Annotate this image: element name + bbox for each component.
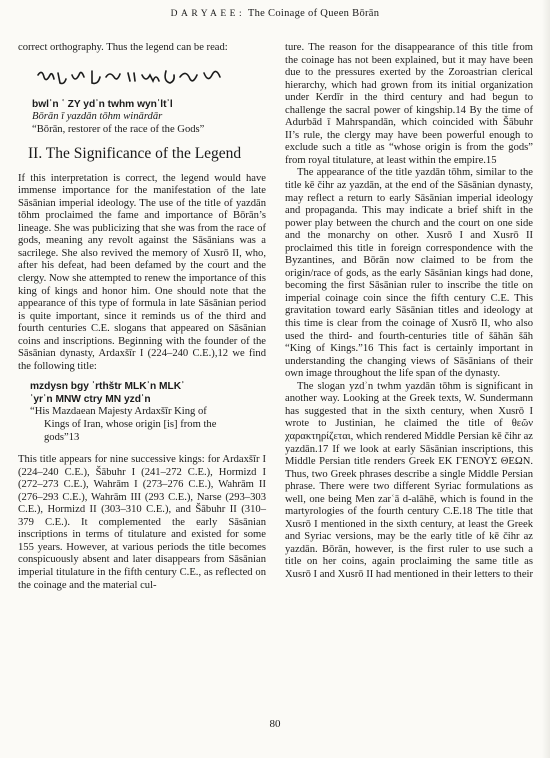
page-edge-shadow	[542, 0, 550, 758]
left-paragraph-1: If this interpretation is correct, the legend would have immense importance for the manifestation of the late Sāsānian imperial ideology. The use of the title of yazdān tōhm proclaimed the fame and importance of Bōrān’s lineage. She was publicizing that she was from the race of gods, meaning any revolt against the Sāsānians was a sacrilege. She also revived the memory of Xusrō II, who, after his defeat, had been defamed by the court and the clergy. Now she attempted to renew the importance of this king of kings and honor him. One should note that the appearance of this type of formula in late Sāsānian period is quite important, since it reminds us of the third and fourth centuries C.E. slogans that appeared on Sāsānian coins and inscriptions. Beginning with the founder of the Sāsānian dynasty, Ardaxšīr I (224–240 C.E.),12 we find the following title:	[18, 172, 266, 372]
title-transliteration-line-2: ʾyrʾn MNW ctry MN yzdʾn	[30, 393, 151, 405]
legend-transcription: Bōrān ī yazdān tōhm winārdār	[32, 111, 163, 123]
page-number: 80	[269, 718, 281, 730]
running-header-author: DARYAEE:	[170, 9, 246, 19]
right-column	[285, 42, 533, 582]
running-header-title: The Coinage of Queen Bōrān	[247, 8, 380, 19]
legend-transliteration-block	[32, 99, 266, 137]
title-transliteration-line-1: mzdysn bgy ʾrthštr MLKʾn MLKʾ	[30, 381, 185, 393]
left-paragraph-2: This title appears for nine successive kings: for Ardaxšīr I (224–240 C.E.), Šābuhr I (241–272 C.E.), Hormizd I (272–273 C.E.), Wahrām I (273–276 C.E.), Wahrām II (276–293 C.E.), Wahrām III (293 C.E.), Narse (293–303 C.E.), Hormizd II (303–310 C.E.), and Šābuhr II (310–379 C.E.). It complemented the early Sāsānian inscriptions in terms of titulature and existed for some 155 years. However, at various periods the title becomes conspicuously absent and later disappears from Sāsānian imperial titulature in the fifth century C.E., as reflected on the coinage and the material cul-	[18, 454, 266, 591]
title-translation-line-1: “His Mazdaean Majesty Ardaxšīr King of	[30, 406, 207, 418]
right-paragraph-2: The appearance of the title yazdān tōhm, similar to the title kē čihr az yazdān, at the end of the Sāsānian dynasty, may reflect a return to early Sāsānian imperial ideology and propaganda. This may indicate a brief shift in the power play between the church and the court on one side and the monarchy on other. Xusrō I and Xusrō II proclaimed this title in foreign correspondence with the Byzantines, and Bōrān now claimed to be from the origin/race of gods, as the early Sāsānian kings had done, becoming the first Sāsānian ruler to inscribe the title on imperial coinage coin since the fifth century C.E. This gravitation toward early Sāsānian titles and ideology at this time is clear from the coinage of Xusrō II, who also used the third- and fourth-centuries title of šāhān šāh “King of Kings.”16 This fact is certainly important in understanding the changing views of Sāsānians of their own image throughout the life span of the dynasty.	[285, 167, 533, 380]
title-quotation-block	[30, 381, 266, 444]
running-header	[0, 8, 550, 19]
right-paragraph-1: ture. The reason for the disappearance of this title from the coinage has not been explained, but it may have been due to the pressures exerted by the Zoroastrian clerical hierarchy, which had grown from its initial organization under Kerdīr in the third century and had begun to challenge the sacral power of kingship.14 By the time of Adurbād ī Mahrspandān, which coincided with Šābuhr II’s rule, the clergy may have been powerful enough to exclude such a title as “whose origin is from the gods” from royal titulature, at least within the empire.15	[285, 42, 533, 166]
pahlavi-script-image	[32, 65, 232, 91]
title-translation-line-2: Kings of Iran, whose origin [is] from the	[44, 418, 217, 430]
section-heading: II. The Significance of the Legend	[28, 145, 242, 163]
right-paragraph-3: The slogan yzdʾn twhm yazdān tōhm is significant in another way. Looking at the Greek texts, W. Sundermann has suggested that in the sixth century, when Xusrō I wrote to Justinian, he claimed the title of θεῶν χαρακτηρίζεται, which rendered Middle Persian kē čihr az yazdān.17 If we look at early Sāsānian inscriptions, this Middle Persian title renders Greek ΕΚ ΓΕΝΟΥΣ ΘΕΩΝ. Thus, two Greek phrases describe a single Middle Persian phrase. There were two different Syriac formulations as well, one being Men zarʿā d-alāhē, which is found in the martyrologies of the fourth century C.E.18 The title that Xusrō I mentioned in the sixth century, at least the Greek and Syriac versions, may be the early title of kē čihr az yazdān. Bōrān, however, is the first ruler to use such a title on her coins, again proclaiming the same title as Xusrō I and Xusrō II had mentioned in their letters to their	[285, 380, 534, 580]
legend-transliteration: bwlʾn ʿ ZY ydʾn twhm wynʾltʾl	[32, 98, 173, 110]
pahlavi-legend-script	[32, 65, 266, 91]
left-column	[18, 42, 266, 592]
legend-translation: “Bōrān, restorer of the race of the Gods”	[32, 123, 205, 135]
intro-text: correct orthography. Thus the legend can be read:	[18, 42, 228, 53]
title-translation-line-3: gods”13	[44, 431, 80, 443]
